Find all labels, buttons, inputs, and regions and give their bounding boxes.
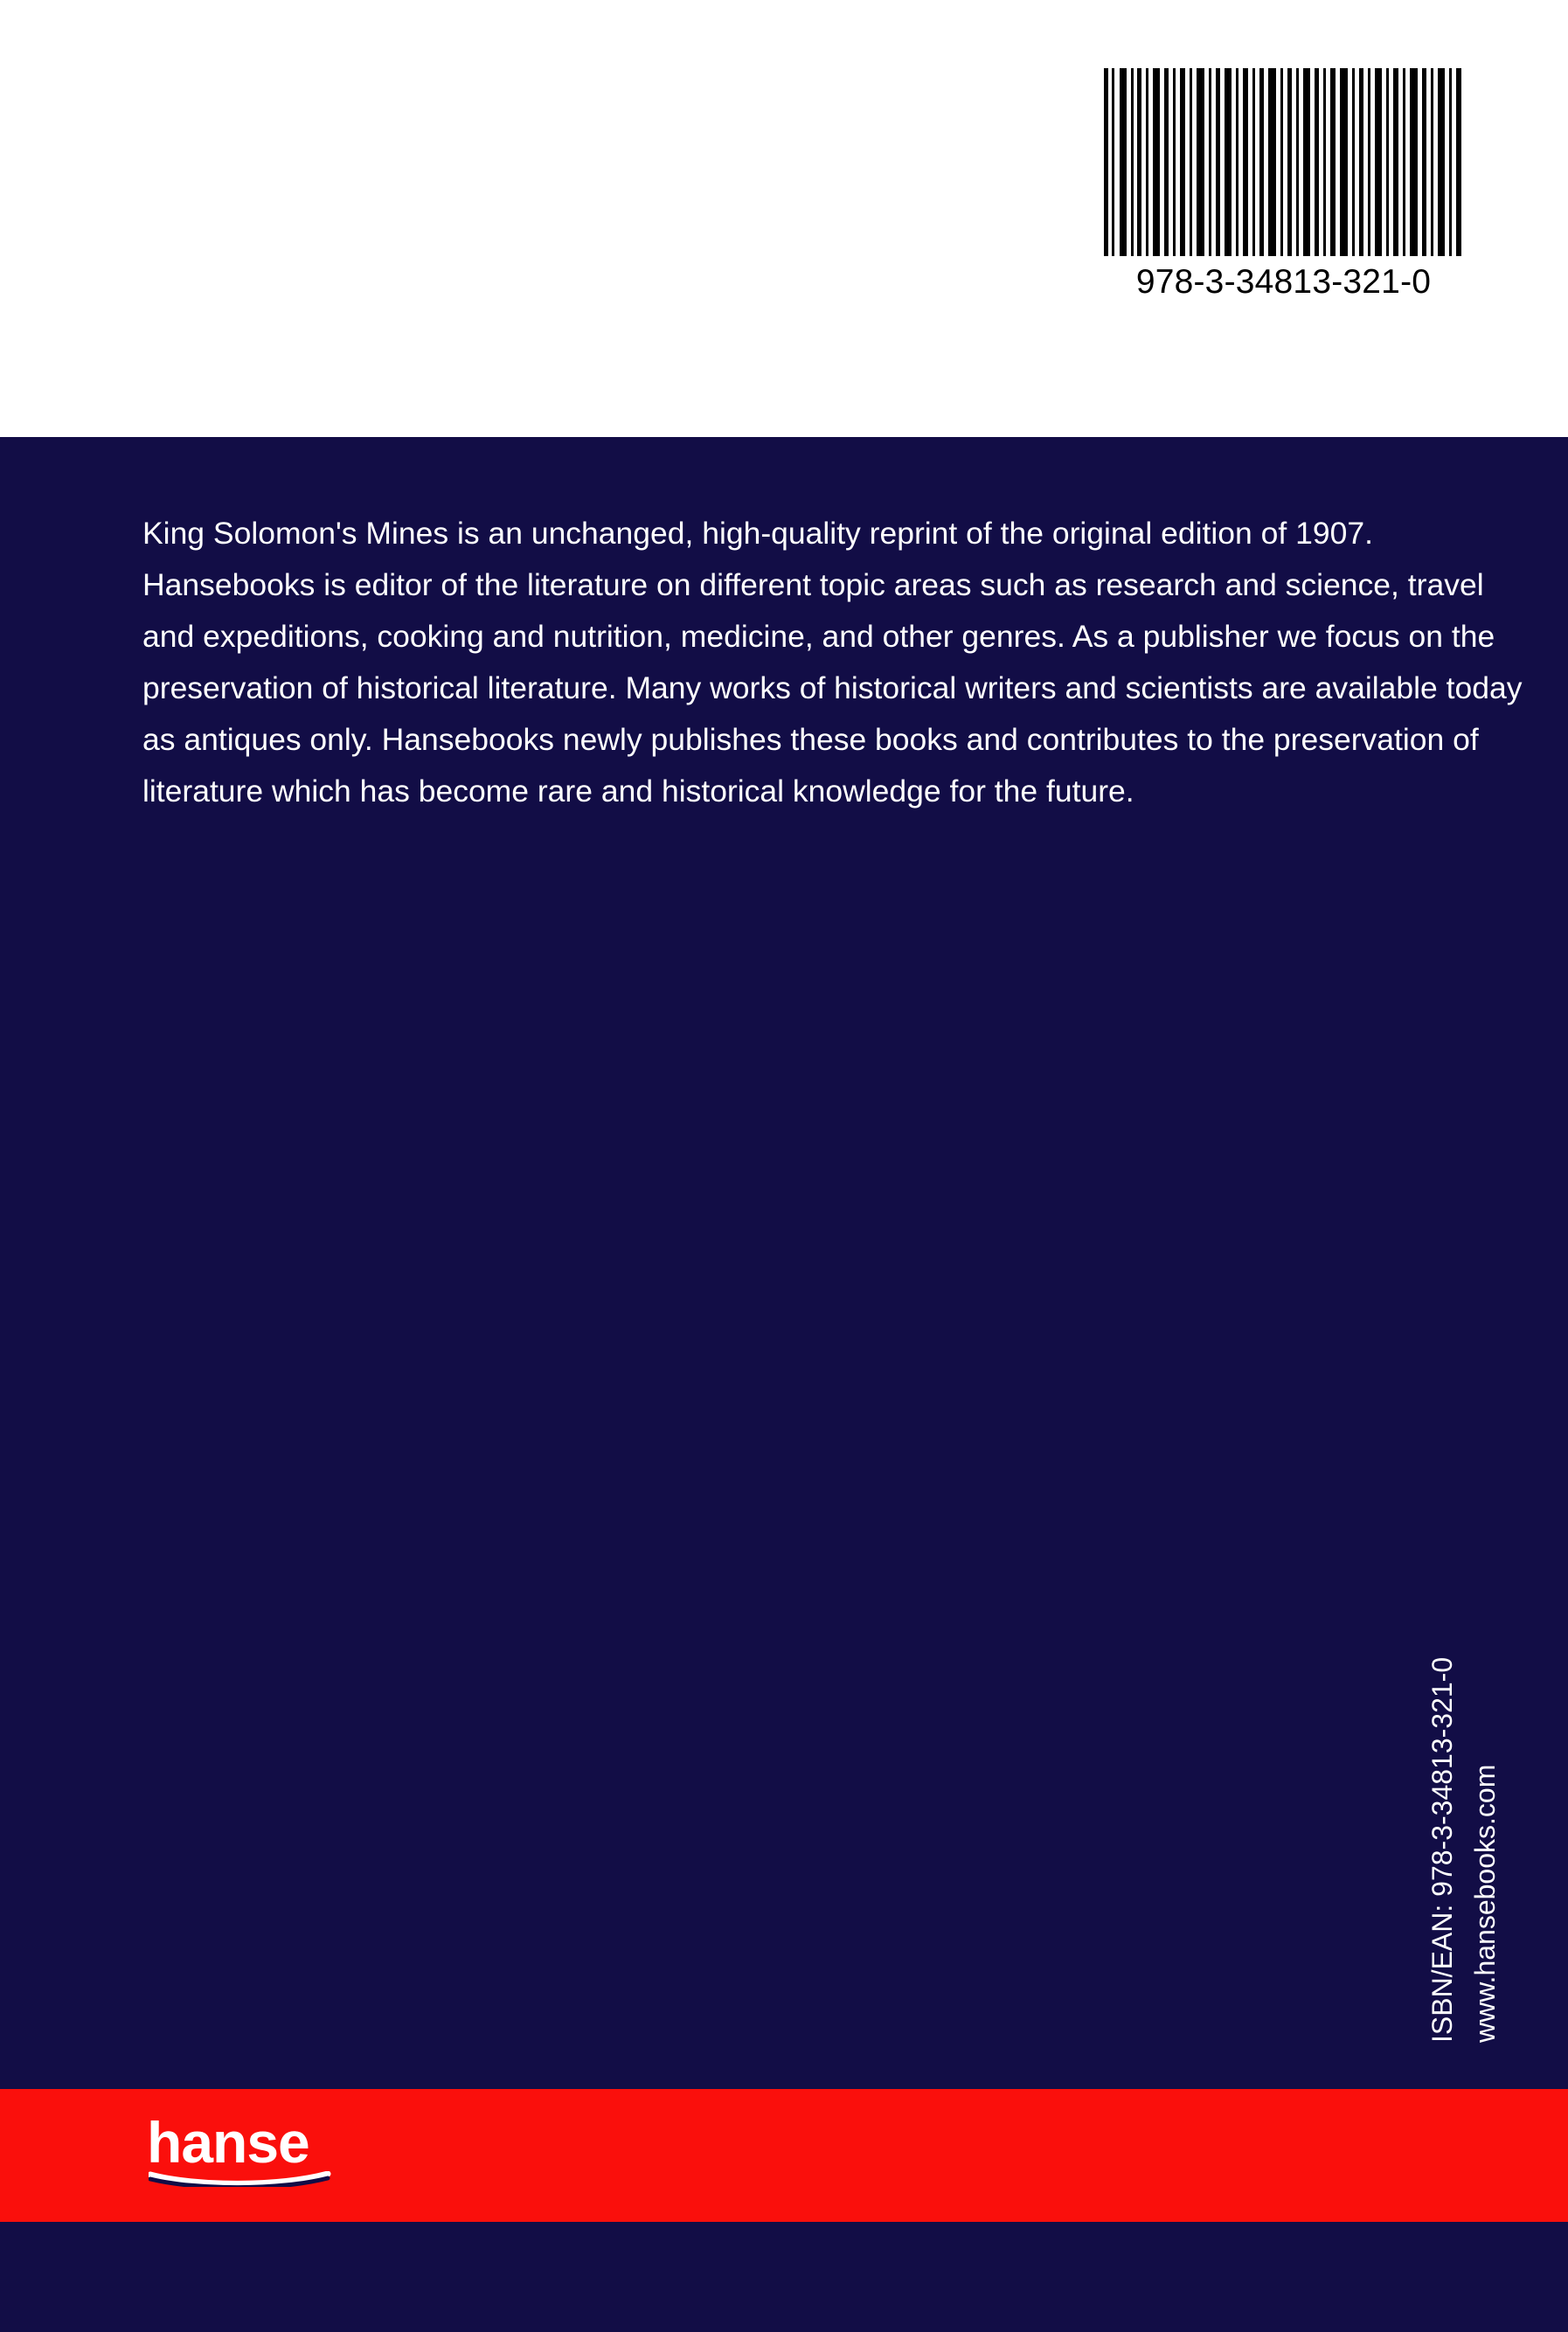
blurb-paragraph-1: King Solomon's Mines is an unchanged, high-quality reprint of the original edition of 1907. <box>142 516 1373 551</box>
publisher-footer <box>0 2089 1568 2222</box>
main-panel <box>0 437 1568 2089</box>
bottom-navy-strip <box>0 2222 1568 2332</box>
barcode-icon <box>1102 68 1465 256</box>
barcode-isbn-label: 978-3-34813-321-0 <box>1135 263 1432 301</box>
logo-underline-icon <box>149 2171 367 2187</box>
spine-isbn-ean: ISBN/EAN: 978-3-34813-321-0 <box>1426 1656 1458 2043</box>
spine-website: www.hansebooks.com <box>1469 1764 1501 2043</box>
blurb-text <box>142 508 1532 817</box>
blurb-paragraph-2: Hansebooks is editor of the literature on different topic areas such as research and science, travel and expeditions, cooking and nutrition, medicine, and other genres. As a publisher we focus on the preservation of historical literature. Many works of historical writers and scientists are available today as antiques only. Hansebooks newly publishes these books and contributes to the preservation of literature which has become rare and historical knowledge for the future. <box>142 567 1523 809</box>
barcode-block <box>1102 68 1465 302</box>
hanse-logo-text: hanse <box>147 2110 309 2175</box>
barcode-area <box>0 0 1568 437</box>
hanse-logo <box>147 2112 409 2199</box>
